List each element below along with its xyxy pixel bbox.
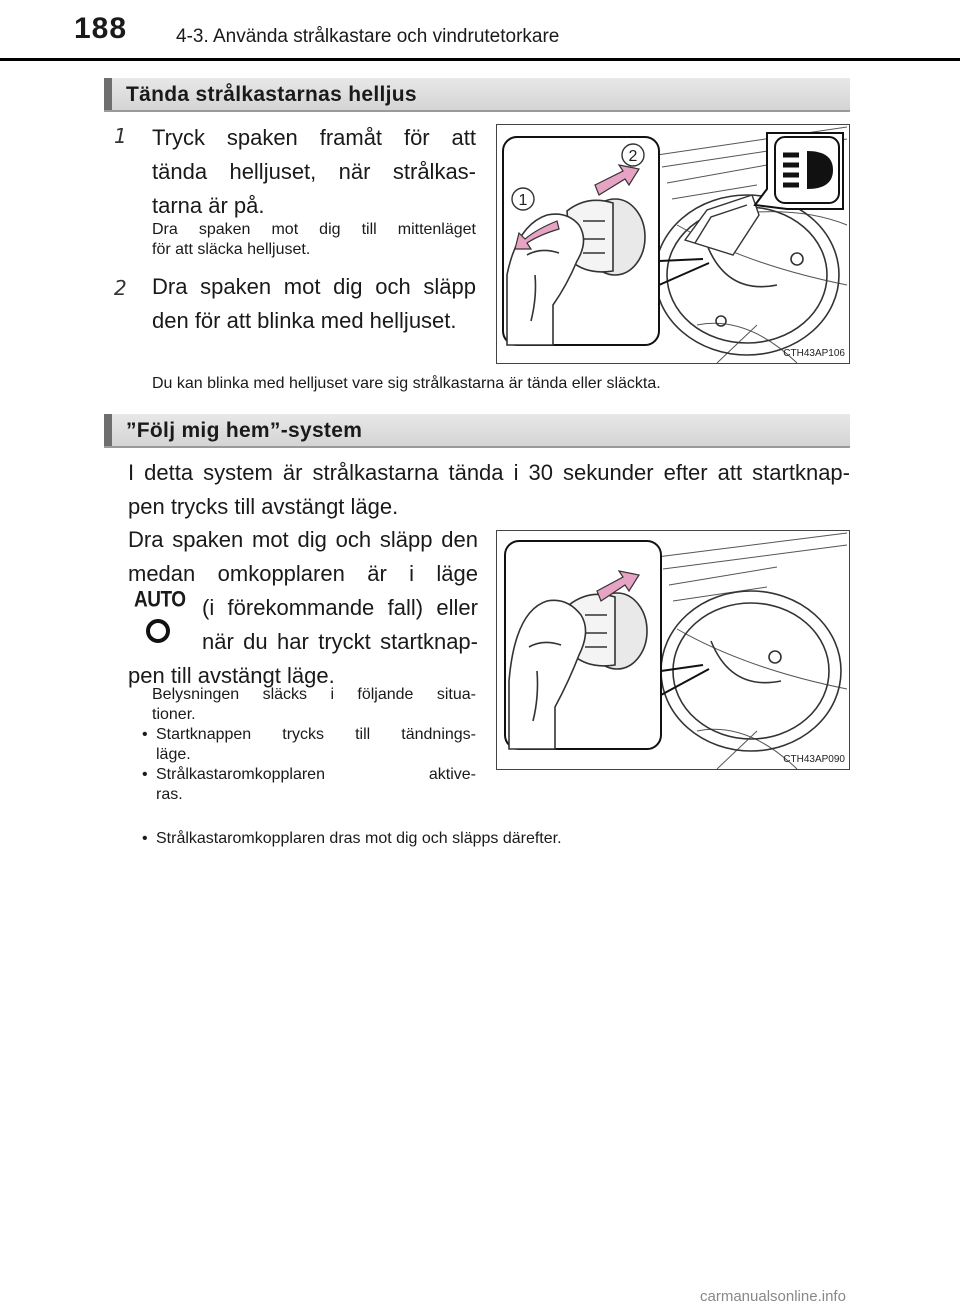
section-title: ”Följ mig hem”-system xyxy=(126,419,363,442)
section-heading-follow-me-home xyxy=(104,414,850,448)
high-beam-illustration xyxy=(497,125,849,363)
list-item: • Strålkastaromkopplaren dras mot dig och släpps därefter. xyxy=(136,829,836,849)
section-heading-high-beam xyxy=(104,78,850,112)
section-tab-marker xyxy=(104,78,112,110)
condition-list-continued xyxy=(136,829,836,849)
intro-line: pen trycks till avstängt läge. xyxy=(128,494,399,519)
chapter-title: 4-3. Använda strålkastare och vindrutetorkare xyxy=(176,26,560,47)
note-line: för att släcka helljuset. xyxy=(152,241,311,258)
note-line: Dra spaken mot dig till mittenläget xyxy=(152,221,476,238)
figure-code: CTH43AP090 xyxy=(783,754,845,765)
auto-mode-icon: AUTO xyxy=(134,588,186,613)
section-title: Tända strålkastarnas helljus xyxy=(126,83,417,106)
step-1-line: Tryck spaken framåt för att xyxy=(152,125,476,150)
list-item xyxy=(136,725,476,765)
high-beam-indicator-icon xyxy=(755,133,843,209)
step-1-text xyxy=(152,121,476,223)
step-2-line: Dra spaken mot dig och släpp xyxy=(152,274,476,299)
list-item xyxy=(136,765,476,805)
instruction-line xyxy=(128,625,478,659)
follow-me-home-illustration xyxy=(497,531,849,769)
step-number-1: 1 xyxy=(114,124,127,148)
condition-list xyxy=(136,725,476,805)
list-item-text: • Strålkastaromkopplaren aktive- xyxy=(156,766,476,783)
follow-me-home-intro xyxy=(128,456,850,524)
callout-label-2: 2 xyxy=(628,148,638,165)
step-2-text xyxy=(152,270,476,338)
step-number-2: 2 xyxy=(114,276,127,300)
headlight-off-icon xyxy=(144,617,172,645)
page-number: 188 xyxy=(74,12,128,45)
instruction-text: (i förekommande fall) eller xyxy=(202,595,478,620)
step-2-line: den för att blinka med helljuset. xyxy=(152,308,457,333)
header-rule xyxy=(0,58,960,61)
watermark: carmanualsonline.info xyxy=(700,1288,846,1305)
figure-code: CTH43AP106 xyxy=(783,348,845,359)
flash-note: Du kan blinka med helljuset vare sig strålkastarna är tända eller släckta. xyxy=(152,375,661,392)
figure-high-beam-lever xyxy=(496,124,850,364)
figure-follow-me-home-lever xyxy=(496,530,850,770)
section-tab-marker xyxy=(104,414,112,446)
instruction-line: medan omkopplaren är i läge xyxy=(128,561,478,586)
instruction-line: pen till avstängt läge. xyxy=(128,663,335,688)
steering-wheel xyxy=(661,591,841,751)
instruction-text: när du har tryckt startknap- xyxy=(202,629,478,654)
list-item-text: • Startknappen trycks till tändnings- xyxy=(156,726,476,743)
step-1-line: tarna är på. xyxy=(152,193,265,218)
list-item-text: läge. xyxy=(156,746,191,763)
info-line: tioner. xyxy=(152,706,196,723)
instruction-line: Dra spaken mot dig och släpp den xyxy=(128,527,478,552)
light-off-conditions xyxy=(152,685,476,725)
callout-label-1: 1 xyxy=(518,192,528,209)
step-1-line: tända helljuset, när strålkas- xyxy=(152,159,476,184)
intro-line: I detta system är strålkastarna tända i 30 sekunder efter att startknap- xyxy=(128,460,850,485)
list-item-text: ras. xyxy=(156,786,183,803)
step-1-note xyxy=(152,220,476,260)
info-line: Belysningen släcks i följande situa- xyxy=(152,686,476,703)
